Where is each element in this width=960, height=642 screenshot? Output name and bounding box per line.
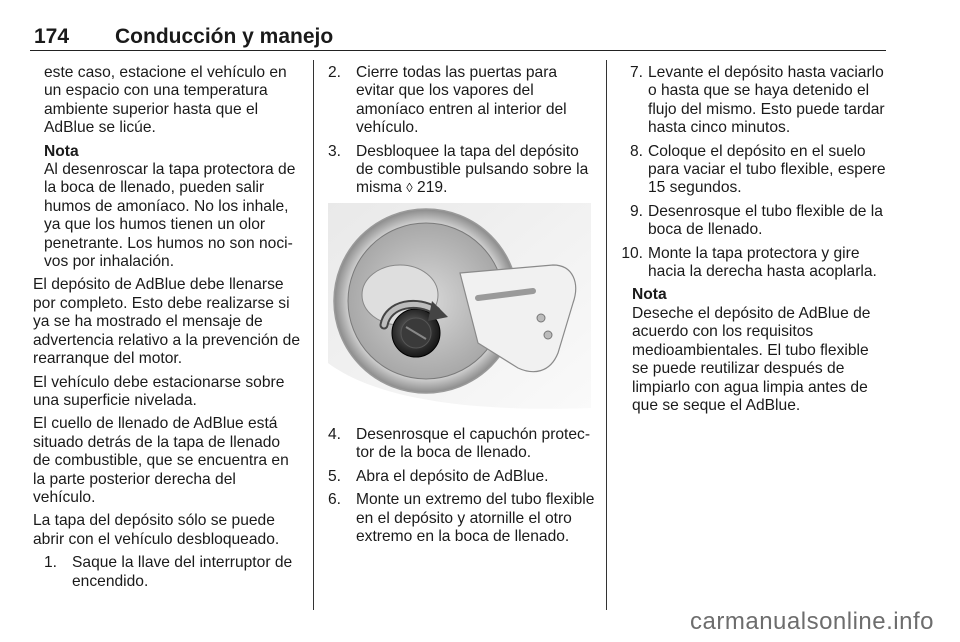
step-text: Saque la llave del interruptor de encendido. (72, 554, 293, 590)
paragraph-level: El vehículo debe estacionarse sobre una superficie nivelada. (33, 373, 285, 409)
column-1 (33, 64, 301, 596)
step-4 (328, 426, 596, 463)
column-3 (621, 64, 889, 420)
page-header (30, 26, 886, 51)
page-reference: 219. (417, 179, 448, 197)
step-3 (328, 143, 596, 198)
step-number: 2. (328, 64, 342, 81)
paragraph-fill-full: El depósito de AdBlue debe llenarse por completo. Esto debe realizarse si ya se ha mostrado el mensaje de advertencia relativo a la prevención de rearranque del motor. (33, 276, 300, 368)
step-text: Desbloquee la tapa del depósito de combustible pulsando sobre la misma (356, 142, 589, 197)
paragraph-continued: este caso, estacione el vehículo en un espacio con una temperatura ambiente superior hasta que el AdBlue se licúe. (44, 64, 287, 137)
page-reference-icon: ◊ (406, 180, 413, 196)
note-block-2 (621, 286, 889, 415)
column-2 (328, 64, 596, 203)
step-text: Levante el depósito hasta vaciarlo o hasta que se haya detenido el flujo del mismo. Esto puede tardar hasta cinco minutos. (648, 64, 885, 137)
step-2 (328, 64, 596, 138)
step-1 (44, 554, 301, 591)
step-text: Coloque el depósito en el suelo para vaciar el tubo flexible, espere 15 segundos. (648, 142, 886, 197)
column-divider-2 (606, 60, 607, 610)
note-text: Al desenroscar la tapa protectora de la boca de llenado, pueden salir humos de amoníaco. No los inhale, ya que los humos tienen un olor penetrante. Los humos no son nocivos por inhalación. (44, 161, 296, 271)
column-2-lower (328, 426, 596, 551)
step-number: 5. (328, 467, 342, 485)
step-text: Monte la tapa protectora y gire hacia la derecha hasta acoplarla. (648, 244, 877, 281)
step-text: Desenrosque el capuchón protector de la boca de llenado. (356, 426, 591, 462)
step-text: Cierre todas las puertas para evitar que los vapores del amoníaco entren al interior del vehículo. (356, 64, 567, 137)
step-5 (328, 468, 596, 486)
note-text: Deseche el depósito de AdBlue de acuerdo con los requisitos medioambientales. El tubo flexible se puede reutilizar después de limpiarlo con agua limpia antes de que se seque el AdBlue. (632, 304, 871, 414)
step-text: Monte un extremo del tubo flexible en el depósito y atornille el otro extremo en la boca de llenado. (356, 491, 595, 546)
watermark-text: carmanualsonline.info (690, 608, 934, 635)
step-number: 8. (629, 142, 643, 160)
step-7 (621, 64, 889, 138)
step-number: 9. (629, 202, 643, 220)
paragraph-neck: El cuello de llenado de AdBlue está situado detrás de la tapa de llenado de combustible, que se encuentra en la parte posterior derecha del vehículo. (33, 415, 289, 506)
step-8 (621, 143, 889, 198)
filler-cap-illustration (328, 203, 591, 413)
page-number: 174 (34, 25, 70, 48)
adblue-filler-photo (328, 203, 591, 413)
column-divider-1 (313, 60, 314, 610)
step-text: Desenrosque el tubo flexible de la boca de llenado. (648, 202, 883, 239)
step-number: 3. (328, 142, 342, 160)
paragraph-unlock: La tapa del depósito sólo se puede abrir con el vehículo desbloqueado. (33, 512, 280, 548)
step-text: Abra el depósito de AdBlue. (356, 467, 549, 485)
step-number: 6. (328, 491, 342, 509)
note-title: Nota (632, 286, 667, 304)
step-number: 10. (621, 244, 643, 262)
step-number: 1. (44, 554, 58, 572)
step-number: 7. (629, 64, 643, 81)
note-title: Nota (44, 142, 79, 160)
note-block (33, 143, 301, 272)
step-number: 4. (328, 426, 342, 443)
step-6 (328, 491, 596, 546)
step-10 (610, 245, 889, 282)
step-9 (621, 203, 889, 240)
section-title: Conducción y manejo (115, 25, 334, 48)
